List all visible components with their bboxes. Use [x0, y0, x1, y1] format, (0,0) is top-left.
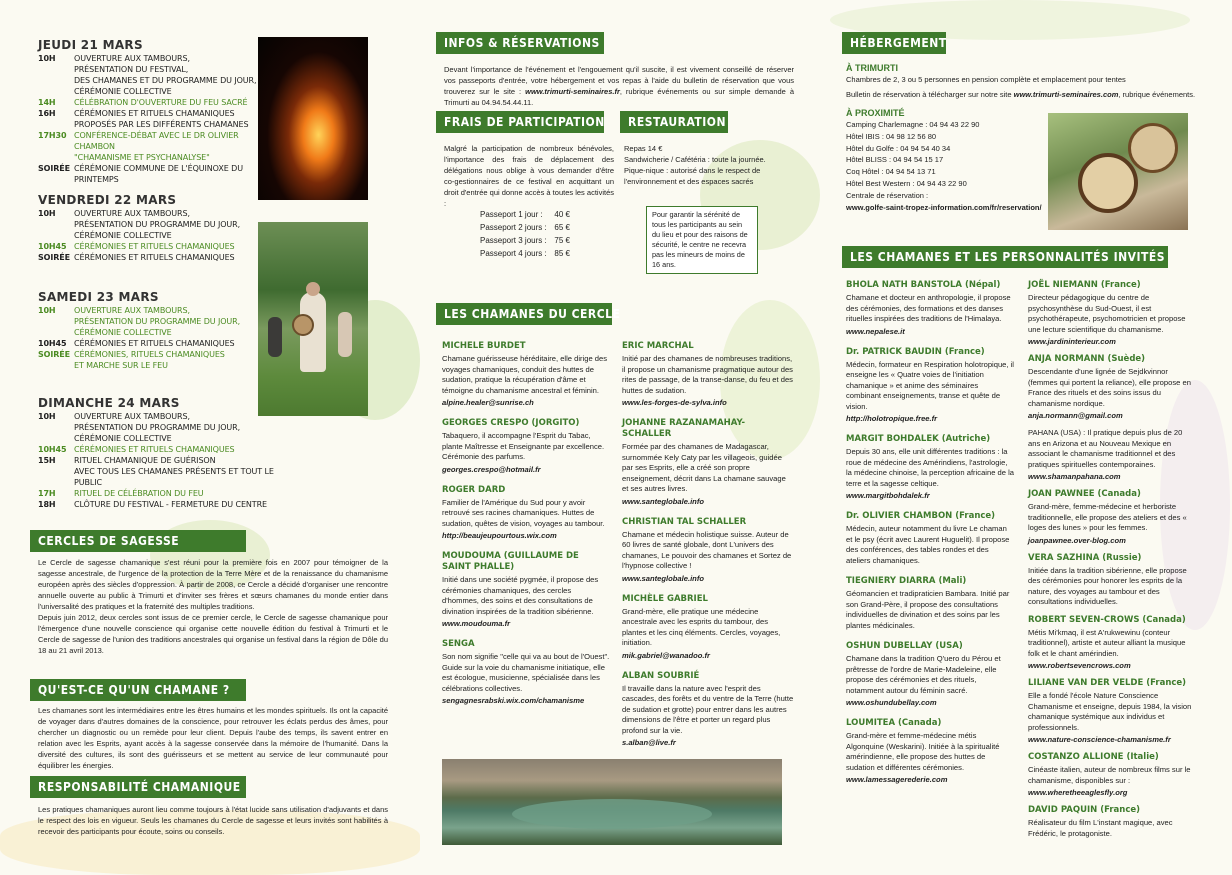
shaman-entry: [622, 341, 794, 408]
guest-entry: [1028, 428, 1196, 482]
shaman-contact[interactable]: s.alban@live.fr: [622, 738, 676, 747]
time: 10H: [38, 208, 56, 218]
shaman-name: GEORGES CRESPO (JORGITO): [442, 418, 580, 428]
price-row: [480, 247, 570, 260]
time: 16H: [38, 108, 56, 118]
guest-entry: [1028, 354, 1196, 421]
shaman-contact[interactable]: www.santeglobale.info: [622, 496, 704, 506]
section-title-responsabilite: RESPONSABILITÉ CHAMANIQUE: [30, 776, 246, 798]
guest-website[interactable]: www.oshundubellay.com: [846, 698, 937, 707]
activity: RITUEL DE CÉLÉBRATION DU FEU: [74, 488, 204, 498]
guest-bio: Descendante d'une lignée de Sejdkvinnor (femmes qui portent la reliance), elle propose en France des rituels et des soins issus du chamanisme nordique.: [1028, 367, 1191, 408]
guest-bio: Directeur pédagogique du centre de psychosynthèse du Sud-Ouest, il est psychothérapeute, psychomotricien et propose une lecture scientifique du chamanisme.: [1028, 293, 1186, 334]
shaman-name: MICHELE BURDET: [442, 341, 526, 351]
infos-text: [444, 64, 794, 108]
time: SOIRÉE: [38, 163, 71, 173]
activity: OUVERTURE AUX TAMBOURS, PRÉSENTATION DU PROGRAMME DU JOUR, CÉRÉMONIE COLLECTIVE: [74, 305, 241, 337]
guest-bio: Grand-mère, femme-médecine et herboriste traditionnelle, elle propose des ateliers et des « loges des lunes » pour les femmes.: [1028, 502, 1187, 532]
shaman-entry: [622, 671, 794, 749]
time: 10H: [38, 411, 56, 421]
lodging-line: Hôtel IBIS : 04 98 12 56 80: [846, 131, 937, 141]
price-value: 65 €: [554, 223, 570, 232]
day-title: DIMANCHE 24 MARS: [38, 396, 180, 410]
cercle-column-right: [622, 341, 794, 758]
guest-website[interactable]: www.nature-conscience-chamanisme.fr: [1028, 735, 1171, 744]
shaman-contact[interactable]: http://beaujeupourtous.wix.com: [442, 531, 557, 540]
restauration-line: Repas 14 €: [624, 144, 663, 153]
cercles-text: Le Cercle de sagesse chamanique s'est réuni pour la première fois en 2007 pour témoigner de la sagesse ancestrale, de l'urgence de la protection de la Terre Mère et de la renaissance du chamanisme européen après des siècles d'oppression. À partir de 2008, ce Cercle a décidé d'organiser une rencontre annuelle ouverte au public à Trimurti et d'inviter ses frères et sœurs chamanes du monde entier dans l'universalité des pratiques et la fraternité des multiples traditions. Depuis juin 2012, deux cercles sont issus de ce premier cercle, le Cercle de sagesse chamanique pour l'émergence d'une nouvelle conscience qui organise cette nouvelle édition du festival à Trimurti et le Cercle de sagesse de l'union des traditions ancestrales qui organise un festival dans la région de Dôle du 18 au 21 avril 2013.: [38, 558, 388, 655]
reservation-link[interactable]: www.golfe-saint-tropez-information.com/fr/reservation/: [846, 202, 1042, 212]
shaman-name: ROGER DARD: [442, 484, 506, 495]
guest-website[interactable]: www.jardininterieur.com: [1028, 337, 1116, 346]
guest-name: VERA SAZHINA (Russie): [1028, 552, 1142, 563]
guest-entry: [846, 718, 1014, 785]
time: 18H: [38, 499, 56, 509]
activity: RITUEL CHAMANIQUE DE GUÉRISON AVEC TOUS LES CHAMANES PRÉSENTS ET TOUT LE PUBLIC: [74, 455, 274, 487]
shaman-bio: Formée par des chamanes de Madagascar, surnommée Kely Caty par les villageois, guidée par ses Esprits, elle a créé son propre enseignement, décrit dans La chamane sauvage et ses autres livres.: [622, 442, 786, 493]
infos-text-main: Devant l'importance de l'événement et l'engouement qu'il suscite, il est vivement conseillé de réserver vos passeports d'entrée, votre hébergement et vos repas à l'aide du bulletin de réservation que vous trouverez sur le site :: [444, 65, 794, 96]
trimurti-subtitle: À TRIMURTI: [846, 63, 898, 73]
proximite-subtitle: À PROXIMITÉ: [846, 107, 905, 118]
proximite-list: [846, 119, 1046, 213]
guest-entry: [1028, 553, 1196, 608]
activity: CÉLÉBRATION D'OUVERTURE DU FEU SACRÉ: [74, 97, 248, 107]
lodging-line: Hôtel BLISS : 04 94 54 15 17: [846, 155, 944, 165]
guest-name: TIEGNIERY DIARRA (Mali): [846, 576, 967, 586]
shaman-bio: Familier de l'Amérique du Sud pour y avoir retrouvé ses racines chamaniques. Huttes de sudation, quêtes de vision, voyages au tambour.: [442, 497, 605, 528]
drummers-photo: [258, 222, 368, 416]
section-title-frais: FRAIS DE PARTICIPATION: [436, 111, 604, 133]
section-title-chamane: QU'EST-CE QU'UN CHAMANE ?: [30, 679, 246, 701]
booking-link[interactable]: www.trimurti-seminaires.com: [1013, 89, 1119, 99]
activity: CÉRÉMONIES ET RITUELS CHAMANIQUES: [74, 241, 235, 251]
time: 10H45: [38, 241, 67, 251]
restauration-line: Pique-nique : autorisé dans le respect de l'environnement et des espaces sacrés: [624, 166, 761, 186]
shaman-bio: Chamane guérisseuse héréditaire, elle dirige des voyages chamaniques, conduit des huttes de sudation, pratique la récupération d'âme et témoigne du chamanisme ancestral et féminin.: [442, 354, 608, 395]
infos-link[interactable]: www.trimurti-seminaires.fr: [525, 87, 620, 96]
guest-name: Dr. OLIVIER CHAMBON (France): [846, 511, 996, 521]
guest-entry: [846, 576, 1014, 631]
guest-bio: Elle a fondé l'école Nature Conscience Chamanisme et enseigne, depuis 1984, la vision chamanique systémique aux individus et professionnels.: [1028, 691, 1192, 732]
guest-entry: [846, 280, 1014, 337]
lodging-line: Hôtel Best Western : 04 94 43 22 90: [846, 178, 967, 188]
time: 17H: [38, 488, 56, 498]
shaman-entry: [442, 551, 610, 629]
guest-bio: Initiée dans la tradition sibérienne, elle propose des cérémonies pour honorer les esprits de la nature, des voyages au tambour et des consultations individuelles.: [1028, 565, 1187, 606]
guest-website[interactable]: www.margitbohdalek.fr: [846, 491, 930, 500]
shaman-entry: [622, 418, 794, 507]
activity: CÉRÉMONIES ET RITUELS CHAMANIQUES: [74, 338, 235, 348]
shaman-entry: [442, 418, 610, 475]
price-value: 40 €: [554, 210, 570, 219]
shaman-bio: Son nom signifie "celle qui va au bout de l'Ouest". Guide sur la voie du chamanisme initiatique, elle est écologue, musicienne, spécialisée dans les célébrations collectives.: [442, 652, 610, 693]
price-value: 85 €: [554, 249, 570, 258]
section-title-infos: INFOS & RÉSERVATIONS: [436, 32, 604, 54]
shaman-entry: [442, 485, 610, 542]
guest-entry: [846, 434, 1014, 501]
guest-name: OSHUN DUBELLAY (USA): [846, 641, 963, 651]
price-label: Passeport 2 jours :: [480, 223, 547, 232]
guest-name: Dr. PATRICK BAUDIN (France): [846, 346, 985, 357]
activity: OUVERTURE AUX TAMBOURS, PRÉSENTATION DU FESTIVAL, DES CHAMANES ET DU PROGRAMME DU JOUR, CÉRÉMONIE COLLECTIVE: [74, 53, 257, 96]
shaman-contact[interactable]: www.les-forges-de-sylva.info: [622, 398, 727, 407]
guest-name: LILIANE VAN DER VELDE (France): [1028, 678, 1187, 688]
activity: CONFÉRENCE-DÉBAT AVEC LE DR OLIVIER CHAMBON "CHAMANISME ET PSYCHANALYSE": [74, 130, 239, 162]
lodging-line: Hôtel du Golfe : 04 94 54 40 34: [846, 143, 951, 153]
guest-entry: [1028, 678, 1196, 745]
guest-name: COSTANZO ALLIONE (Italie): [1028, 752, 1159, 762]
activity: CÉRÉMONIES, RITUELS CHAMANIQUES ET MARCHE SUR LE FEU: [74, 349, 225, 370]
trimurti-booking: [846, 89, 1196, 100]
infos-text-end: , rubrique événements ou sur simple demande à Trimurti au 04.94.54.44.11.: [444, 87, 794, 107]
restauration-text: [624, 143, 799, 187]
guest-entry: [1028, 752, 1196, 798]
responsabilite-text: Les pratiques chamaniques auront lieu comme toujours à l'état lucide sans utilisation d'adjuvants et dans le respect des lois en vigueur. Seuls les chamanes du Cercle de sagesse et leurs invités sont habilités à recevoir des participants pour écoute, soins ou conseils.: [38, 805, 388, 836]
time: SOIRÉE: [38, 252, 71, 262]
shaman-bio: Il travaille dans la nature avec l'esprit des cascades, des forêts et du ventre de la Terre (hutte de sudation et grotte) pour entrer dans les autres dimensions de l'être et porter un regard plus profond sur la vie.: [622, 683, 794, 735]
shaman-name: MOUDOUMA (GUILLAUME DE SAINT PHALLE): [442, 551, 579, 572]
guest-bio: Cinéaste italien, auteur de nombreux films sur le chamanisme, disponibles sur :: [1028, 765, 1191, 785]
guest-name: JOAN PAWNEE (Canada): [1028, 489, 1141, 499]
day-title: VENDREDI 22 MARS: [38, 193, 177, 207]
bonfire-photo: [258, 37, 368, 200]
day-title: SAMEDI 23 MARS: [38, 290, 159, 304]
shaman-name: CHRISTIAN TAL SCHALLER: [622, 516, 747, 527]
section-title-cercles: CERCLES DE SAGESSE: [30, 530, 246, 552]
age-notice-box: Pour garantir la sérénité de tous les participants au sein du lieu et pour des raisons de sécurité, le centre ne recevra pas les mineurs de moins de 16 ans.: [646, 206, 758, 274]
price-row: [480, 234, 570, 247]
guest-name: DAVID PAQUIN (France): [1028, 805, 1141, 815]
guest-bio: Réalisateur du film L'instant magique, avec Frédéric, le protagoniste.: [1028, 818, 1173, 838]
guest-website[interactable]: www.robertsevencrows.com: [1028, 661, 1131, 670]
price-row: [480, 221, 570, 234]
activity: CÉRÉMONIES ET RITUELS CHAMANIQUES: [74, 252, 235, 262]
shaman-name: ERIC MARCHAL: [622, 341, 694, 351]
pond-photo: [442, 759, 782, 845]
restauration-line: Sandwicherie / Cafétéria : toute la journée.: [624, 155, 766, 164]
guest-website[interactable]: www.lamessagerederie.com: [846, 775, 948, 784]
shaman-contact[interactable]: mik.gabriel@wanadoo.fr: [622, 650, 710, 660]
guest-name: LOUMITEA (Canada): [846, 718, 942, 728]
drums-photo: [1048, 113, 1188, 230]
cercle-column-left: [442, 341, 610, 716]
trimurti-rooms: Chambres de 2, 3 ou 5 personnes en pension complète et emplacement pour tentes: [846, 74, 1126, 84]
price-label: Passeport 3 jours :: [480, 236, 547, 245]
price-list: [480, 208, 570, 260]
activity: OUVERTURE AUX TAMBOURS, PRÉSENTATION DU PROGRAMME DU JOUR, CÉRÉMONIE COLLECTIVE: [74, 411, 241, 443]
price-row: [480, 208, 570, 221]
guest-bio: Géomancien et tradipraticien Bambara. Initié par son Grand-Père, il propose des consultations individuelles de divination et des soins par les plantes médicinales.: [846, 589, 1010, 630]
section-title-restauration: RESTAURATION: [620, 111, 728, 133]
shaman-contact[interactable]: sengagnesrabski.wix.com/chamanisme: [442, 696, 585, 705]
guest-entry: [1028, 615, 1196, 672]
shaman-contact[interactable]: alpine.healer@sunrise.ch: [442, 398, 534, 407]
frais-text: Malgré la participation de nombreux bénévoles, l'importance des frais de déplacement des délégations nous oblige à vous demander d'être co-gestionnaires de ce festival en acquittant un droit d'entrée qui donne accès à toutes les activités :: [444, 144, 614, 208]
day-sunday: [38, 396, 278, 510]
section-title-cercle: LES CHAMANES DU CERCLE: [436, 303, 612, 325]
lodging-line: Coq Hôtel : 04 94 54 13 71: [846, 167, 936, 177]
shaman-bio: Grand-mère, elle pratique une médecine ancestrale avec les esprits du tambour, des plantes et les cinq éléments. Cercles, voyages, initiation.: [622, 606, 781, 647]
activity: CÉRÉMONIES ET RITUELS CHAMANIQUES: [74, 444, 235, 454]
guest-name: ROBERT SEVEN-CROWS (Canada): [1028, 614, 1186, 625]
guest-entry: [1028, 489, 1196, 546]
guest-bio: Grand-mère et femme-médecine métis Algonquine (Weskarini). Initiée à la spiritualité amérindienne, elle propose des huttes de sudation et différentes cérémonies.: [846, 731, 1000, 772]
activity: CÉRÉMONIE COMMUNE DE L'ÉQUINOXE DU PRINTEMPS: [74, 163, 243, 184]
shaman-name: ALBAN SOUBRIÉ: [622, 670, 700, 681]
activity: CÉRÉMONIES ET RITUELS CHAMANIQUES PROPOSÉS PAR LES DIFFÉRENTS CHAMANES: [74, 108, 249, 129]
shaman-name: SENGA: [442, 639, 475, 649]
shaman-contact[interactable]: www.moudouma.fr: [442, 619, 511, 628]
guest-bio: Chamane et docteur en anthropologie, il propose des cérémonies, des formations et des danses rituelles inspirées des traditions de l'Himalaya.: [846, 293, 1011, 323]
shaman-contact[interactable]: www.santeglobale.info: [622, 573, 704, 583]
shaman-entry: [622, 594, 794, 661]
guest-website[interactable]: joanpawnee.over-blog.com: [1028, 535, 1126, 545]
day-thursday: [38, 38, 258, 185]
lodging-line: Camping Charlemagne : 04 94 43 22 90: [846, 119, 980, 129]
guest-bio: Depuis 30 ans, elle unit différentes traditions : la roue de médecine des Amérindiens, l'astrologie, la médecine chinoise, la perception africaine de la terre et la sagesse celtique.: [846, 447, 1015, 488]
guest-name: ANJA NORMANN (Suède): [1028, 354, 1146, 364]
guest-bio: Médecin, auteur notamment du livre Le chaman et le psy (écrit avec Laurent Huguelit). Il propose des conférences, des tables rondes et des ateliers chamaniques.: [846, 524, 1010, 565]
time: 10H: [38, 305, 56, 315]
guest-bio: Chamane dans la tradition Q'uero du Pérou et prêtresse de l'ordre de Marie-Madeleine, elle propose des cérémonies et des rituels, notamment autour du féminin sacré.: [846, 654, 1001, 695]
day-title: JEUDI 21 MARS: [38, 38, 143, 52]
shaman-entry: [622, 517, 794, 584]
time: 10H: [38, 53, 56, 63]
shaman-bio: Initié par des chamanes de nombreuses traditions, il propose un chamanisme pragmatique autour des rites de passage, de la transe-danse, du feu et des huttes de sudation.: [622, 354, 793, 395]
shaman-bio: Initié dans une société pygmée, il propose des cérémonies chamaniques, des cercles d'hommes, des soins et des consultations de divination inspirées de la tradition sibérienne.: [442, 575, 599, 616]
shaman-entry: [442, 639, 610, 706]
guest-name: MARGIT BOHDALEK (Autriche): [846, 434, 991, 444]
activity: CLÔTURE DU FESTIVAL - FERMETURE DU CENTRE: [74, 499, 268, 509]
time: 14H: [38, 97, 56, 107]
shaman-name: MICHÈLE GABRIEL: [622, 593, 708, 604]
guest-entry: [1028, 280, 1196, 347]
guest-entry: [1028, 805, 1196, 839]
time: 15H: [38, 455, 56, 465]
price-label: Passeport 4 jours :: [480, 249, 547, 258]
guest-bio: PAHANA (USA) : Il pratique depuis plus de 20 ans en Arizona et au Nouveau Mexique en associant le chamanisme traditionnel et des pratiques spirituelles contemporaines.: [1028, 428, 1183, 469]
section-title-hebergement: HÉBERGEMENT: [842, 32, 946, 54]
guest-website[interactable]: www.nepalese.it: [846, 326, 905, 336]
section-title-invites: LES CHAMANES ET LES PERSONNALITÉS INVITÉS: [842, 246, 1168, 268]
day-saturday: [38, 290, 258, 371]
chamane-text: Les chamanes sont les intermédiaires entre les êtres humains et les mondes spirituels. Ils ont la capacité de voyager dans d'autres domaines de la conscience, pour retrouver les éclats perdus des âmes, pour chercher un diagnostic ou un remède pour leur client. Depuis l'aube des temps, ils savent entrer en relation avec les Esprits, ayant accès à la sagesse conservée dans la mémoire de l'humanité. Dans la diversité des cultures, ils sont des guérisseurs et se mettent au service de leur communauté pour équilibrer les énergies.: [38, 706, 388, 770]
booking-text: Bulletin de réservation à télécharger sur notre site: [846, 89, 1012, 99]
time: 10H45: [38, 444, 67, 454]
invites-column-right: [1028, 280, 1196, 849]
time: 10H45: [38, 338, 67, 348]
guest-entry: [846, 511, 1014, 566]
guest-name: JOËL NIEMANN (France): [1028, 280, 1141, 290]
shaman-bio: Chamane et médecin holistique suisse. Auteur de 60 livres de santé globale, dont L'univers des chamanes, Le pouvoir des chamanes et Sortez de l'hypnose collective !: [622, 529, 792, 570]
guest-entry: [846, 347, 1014, 425]
shaman-entry: [442, 341, 610, 408]
lodging-line: Centrale de réservation :: [846, 190, 929, 200]
guest-bio: Métis Mi'kmaq, il est A'rukwewinu (conteur traditionnel), artiste et auteur alliant la musique folk et le chant amérindien.: [1028, 627, 1186, 658]
time: 17H30: [38, 130, 67, 140]
invites-column-left: [846, 280, 1014, 795]
shaman-name: JOHANNE RAZANAMAHAY-SCHALLER: [622, 418, 745, 439]
guest-website[interactable]: http://holotropique.free.fr: [846, 414, 938, 423]
guest-website[interactable]: anja.normann@gmail.com: [1028, 411, 1123, 420]
guest-bio: Médecin, formateur en Respiration holotropique, il enseigne les « Quatre voies de l'initiation chamanique » et anime des séminaires combinant enseignements, transe et quête de vision.: [846, 359, 1014, 411]
guest-website[interactable]: www.wheretheeaglesfly.org: [1028, 788, 1128, 797]
time: SOIRÉE: [38, 349, 71, 359]
guest-entry: [846, 641, 1014, 708]
activity: OUVERTURE AUX TAMBOURS, PRÉSENTATION DU PROGRAMME DU JOUR, CÉRÉMONIE COLLECTIVE: [74, 208, 241, 240]
booking-text-end: , rubrique événements.: [1118, 89, 1196, 99]
shaman-contact[interactable]: georges.crespo@hotmail.fr: [442, 464, 541, 474]
shaman-bio: Tabaquero, il accompagne l'Esprit du Tabac, plante Maîtresse et Enseignante par excellence. Cérémonie des parfums.: [442, 431, 605, 461]
guest-website[interactable]: www.shamanpahana.com: [1028, 472, 1121, 481]
price-value: 75 €: [554, 236, 570, 245]
day-friday: [38, 193, 258, 263]
price-label: Passeport 1 jour :: [480, 210, 543, 219]
guest-name: BHOLA NATH BANSTOLA (Népal): [846, 280, 1001, 290]
